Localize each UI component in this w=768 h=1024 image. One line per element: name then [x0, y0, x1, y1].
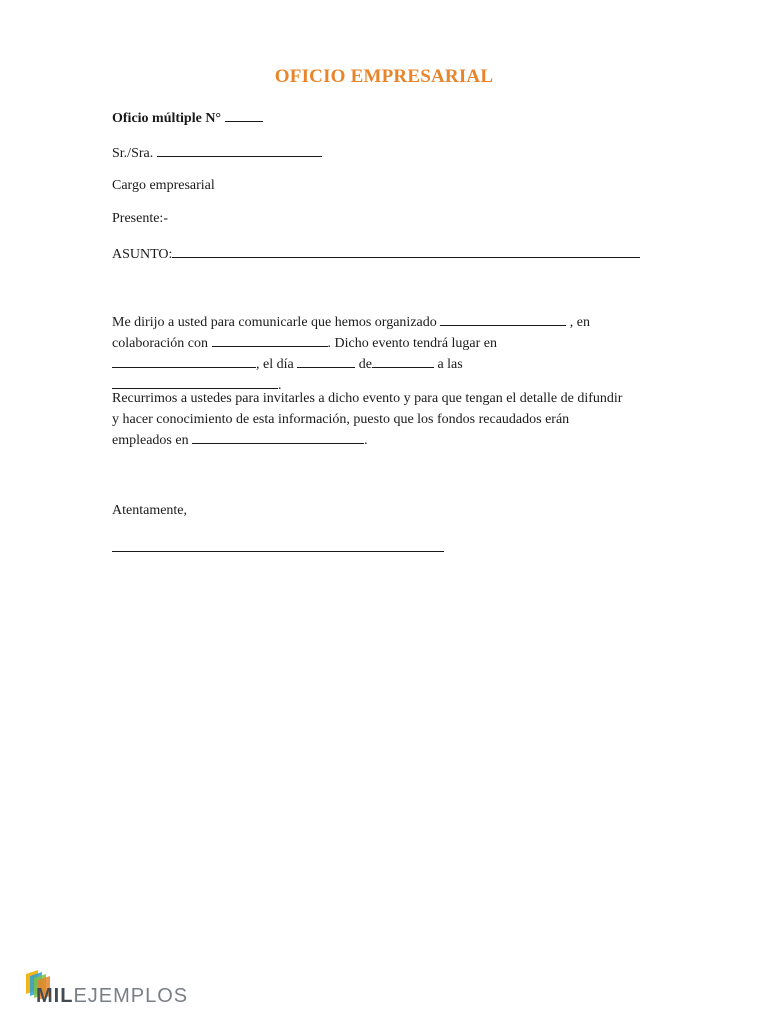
signature-line: [112, 551, 444, 552]
asunto-label: ASUNTO:: [112, 247, 173, 262]
event-blank: [440, 312, 566, 326]
asunto-line: [112, 244, 640, 264]
funds-use-blank: [192, 430, 364, 444]
logo-text: [36, 985, 188, 1008]
logo-mil: MIL: [36, 985, 74, 1007]
recipient-label: Sr./Sra.: [112, 146, 154, 161]
recipient-line: [112, 143, 322, 163]
recipient-blank: [157, 143, 322, 157]
closing: Atentamente,: [112, 503, 188, 518]
p2-text-a: Recurrimos a ustedes para invitarles a dicho evento y para que tengan el detalle de difundir y hacer conocimiento de esta información, puesto que los fondos recaudados erán empleados en: [112, 391, 623, 448]
asunto-blank: [172, 244, 640, 258]
day-blank: [297, 354, 355, 368]
p2-text-b: .: [364, 433, 368, 448]
p1-text-d: . Dicho evento tendrá lugar en: [327, 336, 498, 351]
p1-text-a: Me dirijo a usted para comunicarle que hemos organizado: [112, 315, 437, 330]
paragraph-1: [112, 312, 632, 396]
p1-text-f: de: [358, 357, 372, 372]
oficio-number-line: [112, 108, 263, 128]
p1-text-g: a las: [437, 357, 463, 372]
location-blank: [112, 354, 256, 368]
p1-text-h: .: [278, 378, 282, 393]
paragraph-2: [112, 388, 632, 451]
p1-text-b: , en: [569, 315, 590, 330]
p1-text-c: colaboración con: [112, 336, 209, 351]
position-line: Cargo empresarial: [112, 178, 215, 193]
p1-text-e: , el día: [256, 357, 294, 372]
logo-ejemplos: EJEMPLOS: [73, 985, 189, 1007]
collaborator-blank: [212, 333, 328, 347]
oficio-label: Oficio múltiple N°: [112, 111, 222, 126]
month-blank: [372, 354, 434, 368]
presente-line: Presente:-: [112, 211, 168, 226]
oficio-number-blank: [225, 108, 263, 122]
document-title: OFICIO EMPRESARIAL: [274, 66, 494, 87]
time-blank: [112, 375, 278, 389]
